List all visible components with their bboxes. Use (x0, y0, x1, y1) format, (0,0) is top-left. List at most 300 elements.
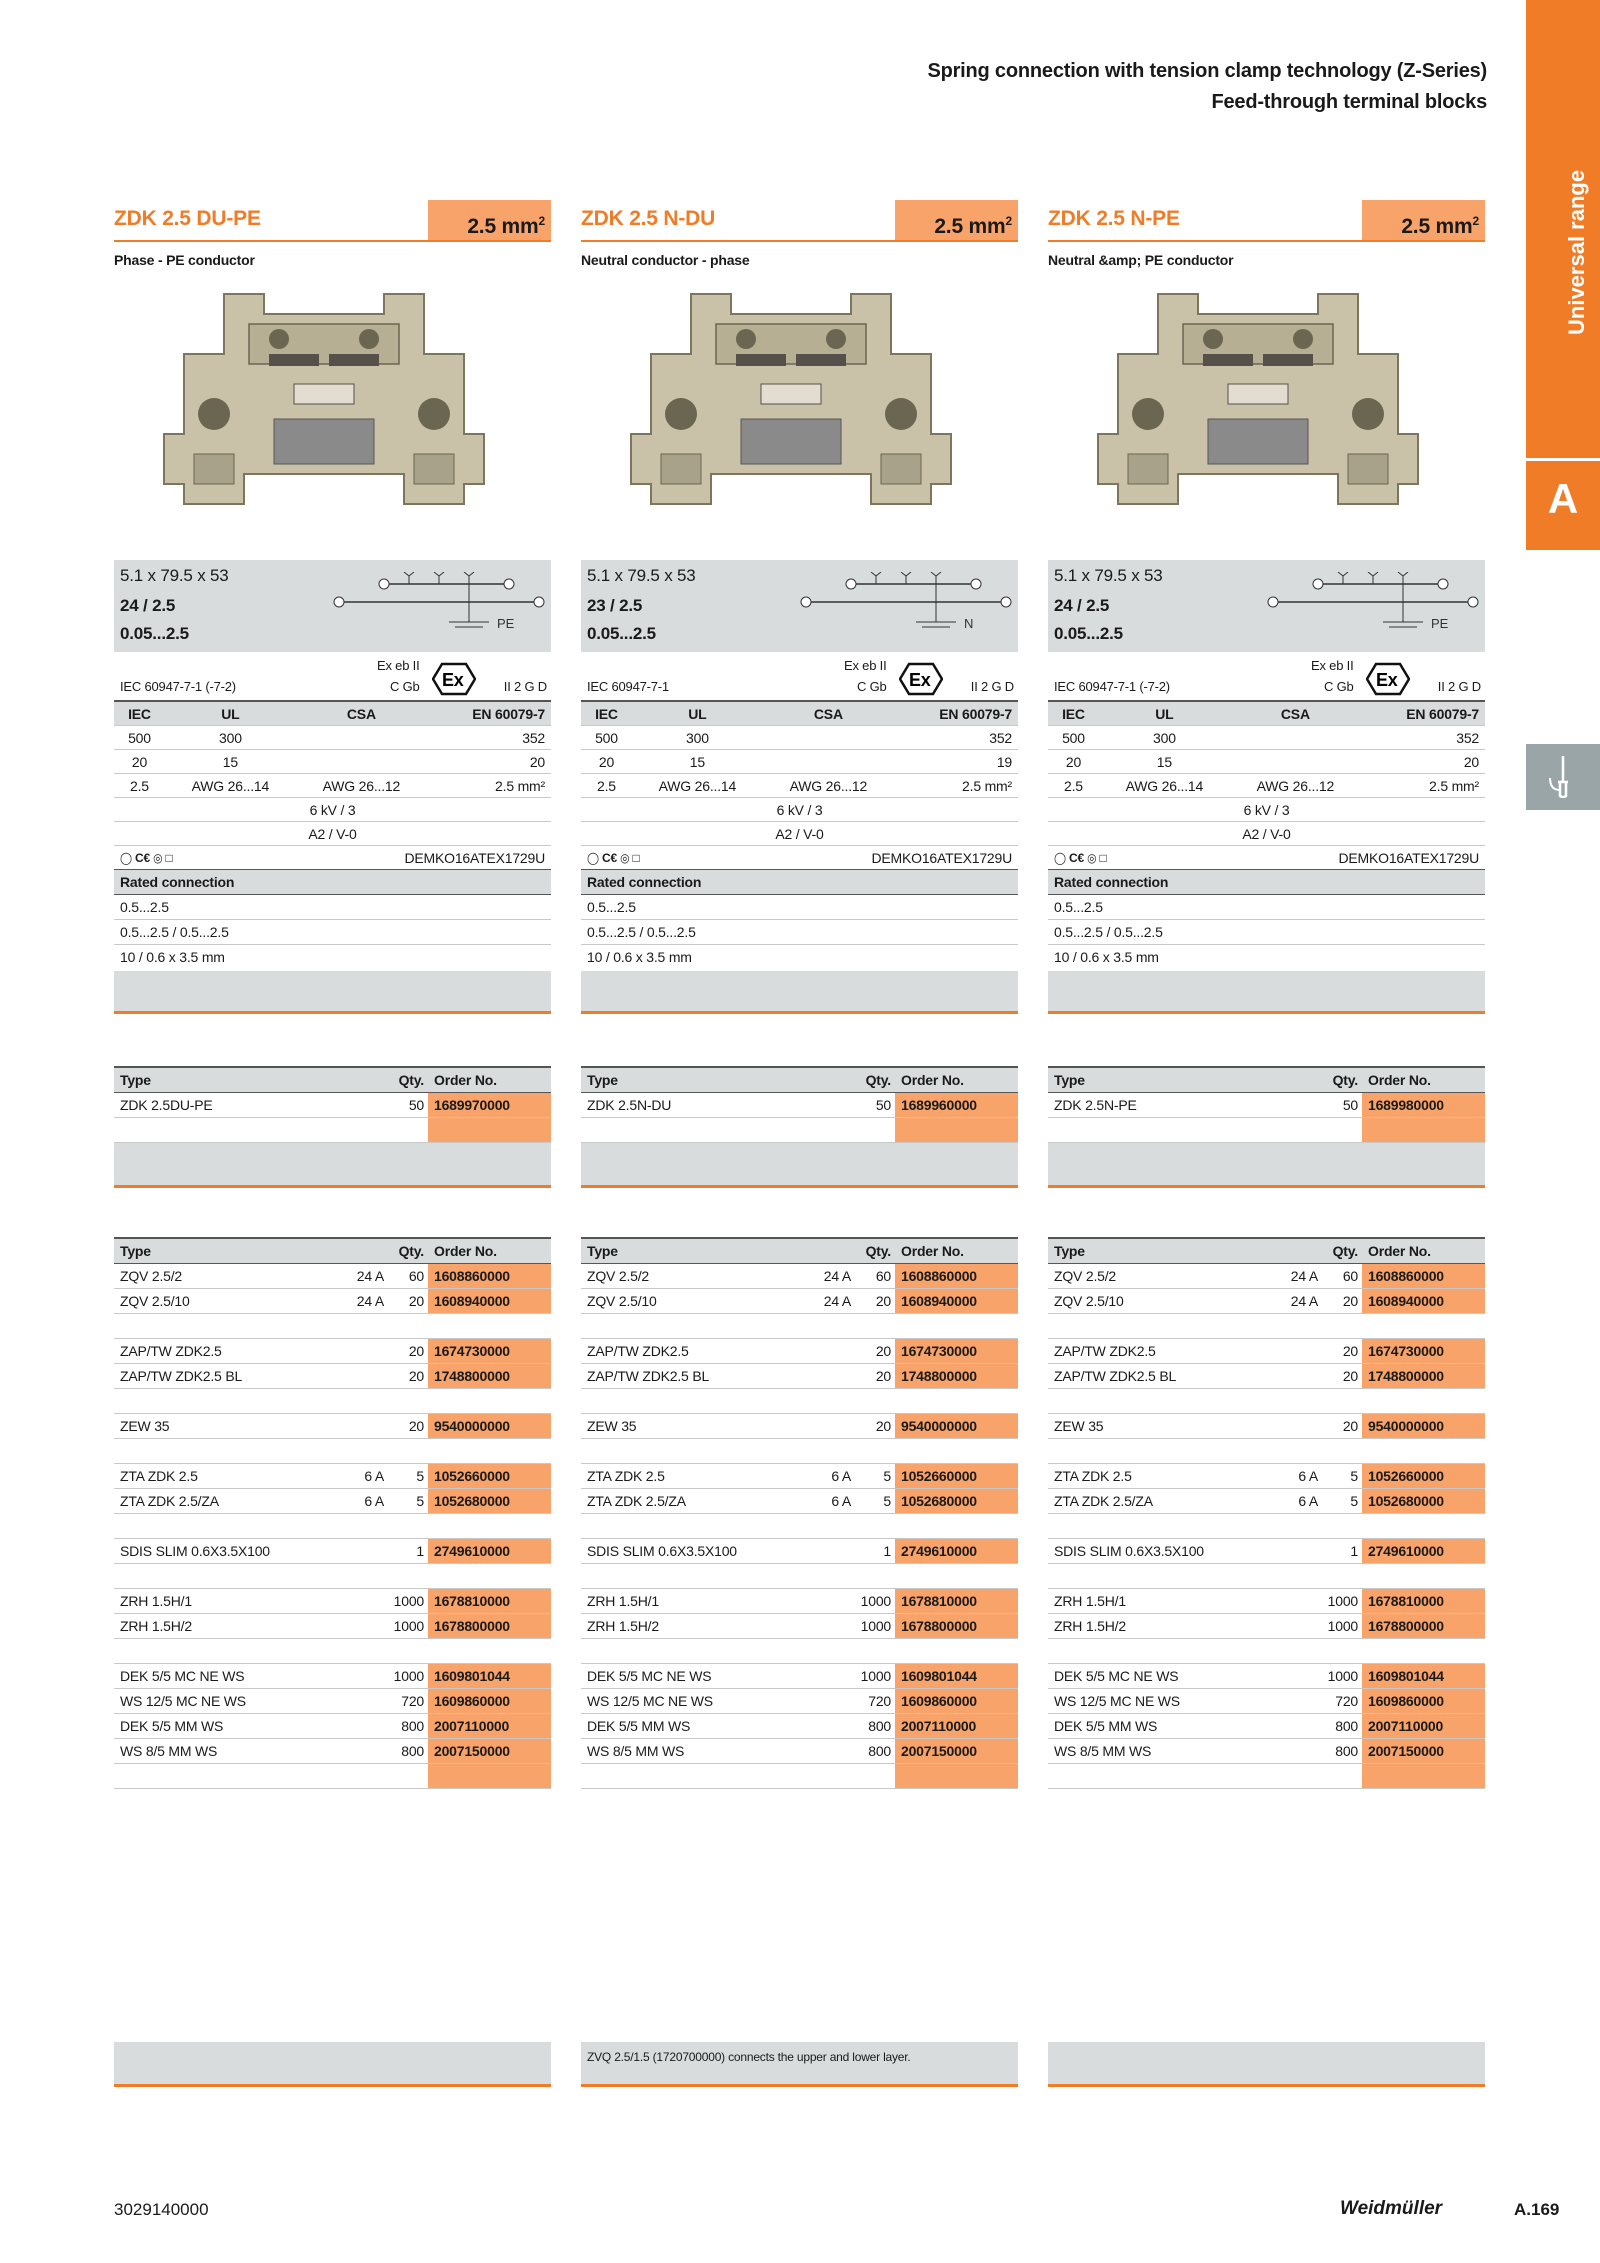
rating: 24 / 2.5 (1054, 596, 1110, 615)
accessory-order-number[interactable]: 1052680000 (428, 1489, 551, 1513)
accessories-header: Type Qty. Order No. (114, 1237, 551, 1264)
ex-rating: Ex eb II (377, 658, 420, 673)
accessory-type: DEK 5/5 MC NE WS (1054, 1668, 1179, 1684)
accessory-type: ZAP/TW ZDK2.5 BL (120, 1368, 243, 1384)
approvals (1048, 652, 1485, 700)
tech-row: 500 300 352 (1048, 726, 1485, 750)
accessory-qty: 720 (868, 1693, 891, 1709)
accessory-order-number[interactable]: 1674730000 (1362, 1339, 1485, 1363)
terminal-block-image (621, 284, 961, 524)
group-separator (114, 1389, 551, 1414)
ccc-icon: ◯ (587, 850, 599, 865)
accessory-type: ZEW 35 (120, 1418, 170, 1434)
ccc-icon: ◯ (120, 850, 132, 865)
accessory-type: WS 12/5 MC NE WS (120, 1693, 246, 1709)
rated-connection (1048, 870, 1485, 969)
accessory-current: 24 A (823, 1293, 851, 1309)
accessory-qty: 5 (416, 1493, 424, 1509)
iec-standard: IEC 60947-7-1 (-7-2) (120, 679, 236, 694)
ukca-icon: □ (632, 850, 640, 865)
group-separator (114, 1439, 551, 1464)
group-separator (581, 1314, 1018, 1339)
accessory-row[interactable] (581, 1739, 1018, 1764)
spacer-block (1048, 1143, 1485, 1188)
accessory-order-number[interactable]: 9540000000 (895, 1414, 1018, 1438)
flammability: A2 / V-0 (581, 822, 1018, 846)
spacer-block (114, 971, 551, 1014)
accessory-order-number[interactable]: 1609801044 (895, 1664, 1018, 1688)
accessory-order-number[interactable]: 1052680000 (895, 1489, 1018, 1513)
accessory-type: WS 8/5 MM WS (1054, 1743, 1152, 1759)
impulse-voltage: 6 kV / 3 (114, 798, 551, 822)
flammability: A2 / V-0 (114, 822, 551, 846)
accessory-type: SDIS SLIM 0.6X3.5X100 (587, 1543, 737, 1559)
tech-head-ul: UL (1099, 701, 1230, 726)
accessory-order-number[interactable]: 1674730000 (895, 1339, 1018, 1363)
type-name: ZDK 2.5N-PE (1054, 1097, 1137, 1113)
accessory-row[interactable] (581, 1289, 1018, 1314)
accessory-type: ZTA ZDK 2.5/ZA (587, 1493, 686, 1509)
accessory-row[interactable] (581, 1589, 1018, 1614)
tech-head-en: EN 60079-7 (1361, 701, 1485, 726)
accessory-qty: 5 (1350, 1468, 1358, 1484)
ukca-icon: □ (165, 850, 173, 865)
accessory-qty: 20 (875, 1368, 891, 1384)
accessory-row[interactable] (1048, 1614, 1485, 1639)
accessory-qty: 60 (1342, 1268, 1358, 1284)
terminal-block-image (1088, 284, 1428, 524)
accessory-qty: 800 (1335, 1718, 1358, 1734)
accessory-order-number[interactable]: 1052660000 (895, 1464, 1018, 1488)
rated-connection (581, 870, 1018, 969)
product-photo (114, 276, 551, 558)
accessory-order-number[interactable]: 1608860000 (428, 1264, 551, 1288)
accessory-type: ZRH 1.5H/1 (1054, 1593, 1126, 1609)
accessory-row[interactable] (581, 1414, 1018, 1439)
accessory-order-number[interactable]: 1052660000 (428, 1464, 551, 1488)
accessory-order-number[interactable]: 1678800000 (428, 1614, 551, 1638)
ordering-header: Type Qty. Order No. (581, 1066, 1018, 1093)
note-text: ZVQ 2.5/1.5 (1720700000) connects the upper and lower layer. (587, 2050, 911, 2064)
accessory-row[interactable] (1048, 1714, 1485, 1739)
quantity: 50 (875, 1097, 891, 1113)
zone-rating: II 2 G D (970, 679, 1014, 694)
accessory-type: ZAP/TW ZDK2.5 (120, 1343, 222, 1359)
accessory-row[interactable] (114, 1289, 551, 1314)
circuit-schematic (329, 572, 549, 642)
accessory-qty: 20 (1342, 1293, 1358, 1309)
svg-text:Ex: Ex (1376, 670, 1398, 690)
accessory-row[interactable] (1048, 1414, 1485, 1439)
order-number[interactable]: 1689970000 (428, 1093, 551, 1117)
accessory-order-number[interactable]: 1748800000 (428, 1364, 551, 1388)
accessory-order-number[interactable]: 1748800000 (1362, 1364, 1485, 1388)
order-number[interactable]: 1689980000 (1362, 1093, 1485, 1117)
ul-icon: ◎ (1087, 850, 1097, 865)
accessory-row[interactable] (114, 1414, 551, 1439)
accessory-row[interactable] (581, 1664, 1018, 1689)
ordering-table (114, 1066, 551, 1188)
accessory-type: ZTA ZDK 2.5 (1054, 1468, 1132, 1484)
rated-connection (114, 870, 551, 969)
tech-row: 2.5 AWG 26...14 AWG 26...12 2.5 mm² (1048, 774, 1485, 798)
tech-row: 20 15 20 (114, 750, 551, 774)
accessory-row[interactable] (114, 1689, 551, 1714)
accessory-order-number[interactable]: 1052680000 (1362, 1489, 1485, 1513)
accessory-order-number[interactable]: 1609801044 (428, 1664, 551, 1688)
rated-row: 10 / 0.6 x 3.5 mm (1054, 949, 1159, 965)
accessory-order-number[interactable]: 1608860000 (1362, 1264, 1485, 1288)
ul-icon: ◎ (153, 850, 163, 865)
accessory-row[interactable] (1048, 1264, 1485, 1289)
accessory-order-number[interactable]: 1608860000 (895, 1264, 1018, 1288)
rating: 23 / 2.5 (587, 596, 643, 615)
wire-range: 0.05...2.5 (120, 624, 189, 643)
accessory-qty: 1 (1350, 1543, 1358, 1559)
order-number[interactable]: 1689960000 (895, 1093, 1018, 1117)
accessory-type: ZTA ZDK 2.5 (587, 1468, 665, 1484)
accessory-row[interactable] (114, 1464, 551, 1489)
accessory-row[interactable] (581, 1614, 1018, 1639)
accessory-qty: 1000 (393, 1593, 424, 1609)
accessory-type: ZQV 2.5/2 (1054, 1268, 1117, 1284)
product-subtitle: Neutral conductor - phase (581, 252, 750, 268)
accessory-order-number[interactable]: 1052660000 (1362, 1464, 1485, 1488)
accessory-row[interactable] (1048, 1289, 1485, 1314)
accessory-order-number[interactable]: 1748800000 (895, 1364, 1018, 1388)
zone-rating: II 2 G D (503, 679, 547, 694)
accessory-row[interactable] (114, 1364, 551, 1389)
note-box (114, 2042, 551, 2087)
accessory-order-number[interactable]: 2007110000 (1362, 1714, 1485, 1738)
wire-range: 0.05...2.5 (1054, 624, 1123, 643)
accessory-order-number[interactable]: 2749610000 (895, 1539, 1018, 1563)
accessory-qty: 1000 (1327, 1668, 1358, 1684)
accessory-order-number[interactable]: 1608940000 (428, 1289, 551, 1313)
accessory-row[interactable] (1048, 1339, 1485, 1364)
accessory-qty: 800 (401, 1718, 424, 1734)
accessory-current: 24 A (823, 1268, 851, 1284)
accessory-type: WS 12/5 MC NE WS (587, 1693, 713, 1709)
accessory-qty: 720 (401, 1693, 424, 1709)
svg-text:Ex: Ex (442, 670, 464, 690)
header-title: Spring connection with tension clamp technology (Z-Series) (927, 60, 1487, 82)
accessory-type: ZQV 2.5/10 (1054, 1293, 1124, 1309)
group-separator (114, 1564, 551, 1589)
tech-table (114, 700, 551, 870)
spec-box (581, 560, 1018, 652)
rated-row: 0.5...2.5 (1048, 895, 1485, 920)
ex-hexagon-icon (899, 662, 943, 696)
accessory-type: DEK 5/5 MC NE WS (587, 1668, 712, 1684)
side-icon[interactable] (1526, 744, 1600, 810)
accessory-order-number[interactable]: 1678800000 (895, 1614, 1018, 1638)
brand-logo: Weidmüller (1340, 2198, 1443, 2219)
accessory-type: ZRH 1.5H/1 (120, 1593, 192, 1609)
header-subtitle: Feed-through terminal blocks (1211, 91, 1487, 113)
ex-rating: Ex eb II (1311, 658, 1354, 673)
accessory-row[interactable] (1048, 1589, 1485, 1614)
tech-table (1048, 700, 1485, 870)
approvals (581, 652, 1018, 700)
accessory-type: DEK 5/5 MM WS (120, 1718, 224, 1734)
accessory-current: 24 A (1290, 1268, 1318, 1284)
accessory-row[interactable] (1048, 1539, 1485, 1564)
spec-box (1048, 560, 1485, 652)
accessory-qty: 1000 (860, 1593, 891, 1609)
accessories-table (581, 1237, 1018, 1789)
iec-standard: IEC 60947-7-1 (-7-2) (1054, 679, 1170, 694)
tech-row: 2.5 AWG 26...14 AWG 26...12 2.5 mm² (114, 774, 551, 798)
ce-icon: C€ (135, 850, 150, 865)
rated-header: Rated connection (1048, 870, 1485, 895)
accessory-current: 6 A (831, 1468, 851, 1484)
accessory-current: 6 A (1298, 1468, 1318, 1484)
group-separator (581, 1639, 1018, 1664)
product-column (114, 200, 551, 1014)
accessory-type: WS 8/5 MM WS (120, 1743, 218, 1759)
cert-logos (1048, 846, 1230, 870)
accessory-type: ZTA ZDK 2.5 (120, 1468, 198, 1484)
accessory-type: DEK 5/5 MM WS (587, 1718, 691, 1734)
cert-logos (581, 846, 763, 870)
page-header (927, 56, 1487, 118)
product-photo (1048, 276, 1485, 558)
accessory-row[interactable] (1048, 1489, 1485, 1514)
accessory-row[interactable] (114, 1739, 551, 1764)
dimensions: 5.1 x 79.5 x 53 (587, 566, 696, 585)
ordering-row[interactable] (114, 1093, 551, 1118)
iec-standard: IEC 60947-7-1 (587, 679, 669, 694)
accessory-type: SDIS SLIM 0.6X3.5X100 (120, 1543, 270, 1559)
group-separator (581, 1439, 1018, 1464)
section-tab[interactable] (1526, 0, 1600, 550)
accessory-qty: 1000 (393, 1618, 424, 1634)
spacer-block (114, 1143, 551, 1188)
accessory-order-number[interactable]: 1678810000 (1362, 1589, 1485, 1613)
accessory-type: WS 12/5 MC NE WS (1054, 1693, 1180, 1709)
cross-section: 2.5 $mm^2$ (895, 200, 1018, 240)
rated-row: 0.5...2.5 (581, 895, 1018, 920)
product-subtitle: Phase - PE conductor (114, 252, 255, 268)
accessory-order-number[interactable]: 2007150000 (428, 1739, 551, 1763)
accessory-type: WS 8/5 MM WS (587, 1743, 685, 1759)
accessory-type: ZRH 1.5H/1 (587, 1593, 659, 1609)
note-box (581, 2042, 1018, 2087)
accessory-row[interactable] (581, 1539, 1018, 1564)
accessory-row[interactable] (114, 1589, 551, 1614)
rated-header: Rated connection (114, 870, 551, 895)
gas-group: C Gb (857, 679, 887, 694)
rated-header: Rated connection (581, 870, 1018, 895)
accessory-type: ZQV 2.5/10 (587, 1293, 657, 1309)
accessory-current: 6 A (364, 1468, 384, 1484)
svg-text:N: N (964, 616, 974, 631)
wire-range: 0.05...2.5 (587, 624, 656, 643)
accessory-row[interactable] (1048, 1464, 1485, 1489)
approvals (114, 652, 551, 700)
group-separator (1048, 1514, 1485, 1539)
accessory-current: 24 A (1290, 1293, 1318, 1309)
cert-number: DEMKO16ATEX1729U (296, 846, 551, 870)
accessory-row[interactable] (581, 1714, 1018, 1739)
accessory-qty: 800 (868, 1718, 891, 1734)
accessory-order-number[interactable]: 1608940000 (895, 1289, 1018, 1313)
accessory-row[interactable] (114, 1339, 551, 1364)
accessory-order-number[interactable]: 1678800000 (1362, 1614, 1485, 1638)
accessory-type: DEK 5/5 MC NE WS (120, 1668, 245, 1684)
catalog-code: 3029140000 (114, 2200, 209, 2219)
flammability: A2 / V-0 (1048, 822, 1485, 846)
type-name: ZDK 2.5DU-PE (120, 1097, 213, 1113)
group-separator (1048, 1389, 1485, 1414)
cert-number: DEMKO16ATEX1729U (763, 846, 1018, 870)
product-name: ZDK 2.5 N-DU (581, 207, 716, 230)
accessory-order-number[interactable]: 1678810000 (428, 1589, 551, 1613)
product-title-row (581, 200, 1018, 242)
accessory-order-number[interactable]: 2007150000 (1362, 1739, 1485, 1763)
accessory-order-number[interactable]: 2007110000 (895, 1714, 1018, 1738)
tech-head-iec: IEC (1048, 701, 1099, 726)
accessory-type: ZTA ZDK 2.5/ZA (120, 1493, 219, 1509)
accessory-row[interactable] (581, 1339, 1018, 1364)
product-subtitle: Neutral &amp; PE conductor (1048, 252, 1234, 268)
product-column (581, 200, 1018, 1014)
rated-row: 10 / 0.6 x 3.5 mm (120, 949, 225, 965)
tab-letter: A (1547, 475, 1579, 522)
terminal-block-image (154, 284, 494, 524)
accessory-order-number[interactable]: 1609801044 (1362, 1664, 1485, 1688)
accessory-qty: 20 (1342, 1368, 1358, 1384)
accessory-qty: 1000 (1327, 1593, 1358, 1609)
cert-number: DEMKO16ATEX1729U (1230, 846, 1485, 870)
accessory-row[interactable] (581, 1464, 1018, 1489)
accessory-qty: 1000 (393, 1668, 424, 1684)
rated-row: 0.5...2.5 / 0.5...2.5 (114, 920, 551, 945)
accessory-qty: 20 (1342, 1418, 1358, 1434)
group-separator (581, 1514, 1018, 1539)
accessory-row[interactable] (581, 1264, 1018, 1289)
accessory-order-number[interactable]: 1674730000 (428, 1339, 551, 1363)
type-name: ZDK 2.5N-DU (587, 1097, 672, 1113)
accessories-header: Type Qty. Order No. (1048, 1237, 1485, 1264)
accessory-row[interactable] (114, 1714, 551, 1739)
accessory-order-number[interactable]: 1608940000 (1362, 1289, 1485, 1313)
ce-icon: C€ (1069, 850, 1084, 865)
accessory-order-number[interactable]: 1609860000 (1362, 1689, 1485, 1713)
dimensions: 5.1 x 79.5 x 53 (120, 566, 229, 585)
accessory-qty: 60 (408, 1268, 424, 1284)
quantity: 50 (408, 1097, 424, 1113)
accessory-qty: 1 (416, 1543, 424, 1559)
screwdriver-icon (1548, 756, 1578, 798)
accessories-table (1048, 1237, 1485, 1789)
accessory-type: ZAP/TW ZDK2.5 (587, 1343, 689, 1359)
accessory-qty: 5 (883, 1493, 891, 1509)
accessory-qty: 20 (408, 1368, 424, 1384)
impulse-voltage: 6 kV / 3 (1048, 798, 1485, 822)
accessory-type: DEK 5/5 MM WS (1054, 1718, 1158, 1734)
tech-head-iec: IEC (114, 701, 165, 726)
accessory-qty: 800 (868, 1743, 891, 1759)
accessory-order-number[interactable]: 1609860000 (895, 1689, 1018, 1713)
accessory-row[interactable] (581, 1689, 1018, 1714)
accessory-qty: 1 (883, 1543, 891, 1559)
accessory-row[interactable] (581, 1489, 1018, 1514)
svg-text:PE: PE (497, 616, 515, 631)
ordering-header: Type Qty. Order No. (1048, 1066, 1485, 1093)
accessory-order-number[interactable]: 9540000000 (1362, 1414, 1485, 1438)
accessory-order-number[interactable]: 2007150000 (895, 1739, 1018, 1763)
ex-hexagon-icon (1366, 662, 1410, 696)
accessory-qty: 1000 (860, 1618, 891, 1634)
accessory-row[interactable] (1048, 1739, 1485, 1764)
accessory-qty: 5 (1350, 1493, 1358, 1509)
accessory-order-number[interactable]: 1678810000 (895, 1589, 1018, 1613)
ex-hexagon-icon (432, 662, 476, 696)
circuit-schematic (796, 572, 1016, 642)
product-name: ZDK 2.5 DU-PE (114, 207, 261, 230)
accessories-header: Type Qty. Order No. (581, 1237, 1018, 1264)
tab-divider (1526, 458, 1600, 461)
group-separator (1048, 1564, 1485, 1589)
accessory-order-number[interactable]: 2007110000 (428, 1714, 551, 1738)
tech-head-ul: UL (632, 701, 763, 726)
accessory-row[interactable] (1048, 1664, 1485, 1689)
accessory-order-number[interactable]: 2749610000 (428, 1539, 551, 1563)
rated-row: 0.5...2.5 / 0.5...2.5 (1048, 920, 1485, 945)
ce-icon: C€ (602, 850, 617, 865)
tech-row: 2.5 AWG 26...14 AWG 26...12 2.5 mm² (581, 774, 1018, 798)
accessory-current: 6 A (831, 1493, 851, 1509)
accessory-type: ZQV 2.5/2 (587, 1268, 650, 1284)
rating: 24 / 2.5 (120, 596, 176, 615)
rated-row: 10 / 0.6 x 3.5 mm (587, 949, 692, 965)
accessory-type: ZAP/TW ZDK2.5 BL (1054, 1368, 1177, 1384)
tech-head-en: EN 60079-7 (894, 701, 1018, 726)
accessory-qty: 20 (1342, 1343, 1358, 1359)
accessory-row[interactable] (114, 1264, 551, 1289)
accessory-row[interactable] (114, 1539, 551, 1564)
zone-rating: II 2 G D (1437, 679, 1481, 694)
note-box (1048, 2042, 1485, 2087)
accessory-row[interactable] (114, 1614, 551, 1639)
ordering-row[interactable] (581, 1093, 1018, 1118)
accessory-order-number[interactable]: 9540000000 (428, 1414, 551, 1438)
accessory-row[interactable] (114, 1489, 551, 1514)
accessory-type: ZTA ZDK 2.5/ZA (1054, 1493, 1153, 1509)
accessory-row[interactable] (581, 1364, 1018, 1389)
tech-head-iec: IEC (581, 701, 632, 726)
accessory-row[interactable] (1048, 1689, 1485, 1714)
group-separator (581, 1564, 1018, 1589)
accessory-row[interactable] (114, 1664, 551, 1689)
product-name: ZDK 2.5 N-PE (1048, 207, 1180, 230)
tech-head-csa: CSA (296, 701, 427, 726)
group-separator (1048, 1639, 1485, 1664)
product-photo (581, 276, 1018, 558)
accessory-qty: 20 (408, 1343, 424, 1359)
dimensions: 5.1 x 79.5 x 53 (1054, 566, 1163, 585)
accessory-row[interactable] (1048, 1364, 1485, 1389)
accessory-type: ZEW 35 (1054, 1418, 1104, 1434)
accessory-order-number[interactable]: 1609860000 (428, 1689, 551, 1713)
ordering-row[interactable] (1048, 1093, 1485, 1118)
accessory-order-number[interactable]: 2749610000 (1362, 1539, 1485, 1563)
accessory-current: 6 A (364, 1493, 384, 1509)
accessory-type: ZEW 35 (587, 1418, 637, 1434)
svg-text:Ex: Ex (909, 670, 931, 690)
